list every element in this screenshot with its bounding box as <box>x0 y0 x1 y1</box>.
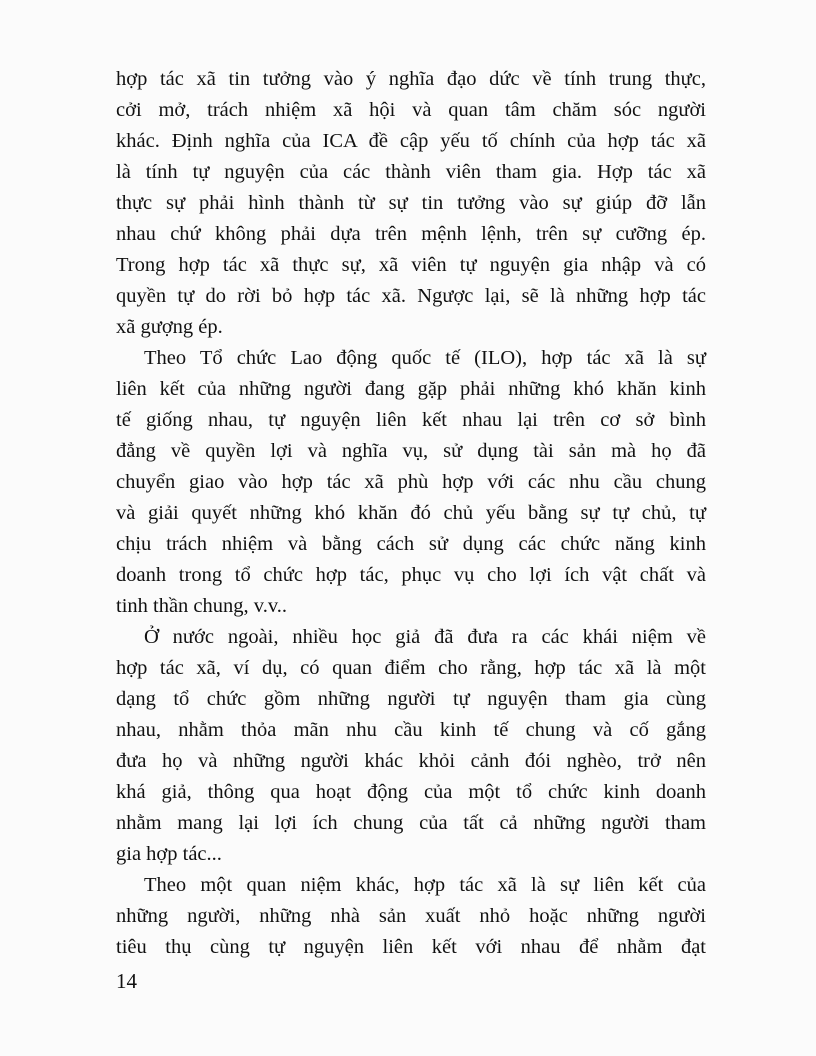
text-line: chịu trách nhiệm và bằng cách sử dụng các chức năng kinh <box>116 533 706 555</box>
text-line: gia hợp tác... <box>116 843 222 865</box>
text-line: liên kết của những người đang gặp phải những khó khăn kinh <box>116 378 706 400</box>
text-line: xã gượng ép. <box>116 316 223 338</box>
paragraph-3 <box>116 622 706 870</box>
text-line: chuyển giao vào hợp tác xã phù hợp với các nhu cầu chung <box>116 471 706 493</box>
text-line: doanh trong tổ chức hợp tác, phục vụ cho lợi ích vật chất và <box>116 564 706 586</box>
text-line: đẳng về quyền lợi và nghĩa vụ, sử dụng tài sản mà họ đã <box>116 440 706 462</box>
text-line: là tính tự nguyện của các thành viên tham gia. Hợp tác xã <box>116 161 706 183</box>
body-text <box>116 64 706 963</box>
paragraph-4 <box>116 870 706 963</box>
text-line: dạng tổ chức gồm những người tự nguyện tham gia cùng <box>116 688 706 710</box>
text-line: Ở nước ngoài, nhiều học giả đã đưa ra các khái niệm về <box>144 626 706 648</box>
text-line: quyền tự do rời bỏ hợp tác xã. Ngược lại, sẽ là những hợp tác <box>116 285 706 307</box>
text-line: nhằm mang lại lợi ích chung của tất cả những người tham <box>116 812 706 834</box>
text-line: Theo một quan niệm khác, hợp tác xã là sự liên kết của <box>144 874 706 896</box>
text-line: Theo Tổ chức Lao động quốc tế (ILO), hợp tác xã là sự <box>144 347 706 369</box>
text-line: thực sự phải hình thành từ sự tin tưởng vào sự giúp đỡ lẫn <box>116 192 706 214</box>
text-line: tiêu thụ cùng tự nguyện liên kết với nhau để nhằm đạt <box>116 936 706 958</box>
text-line: tế giống nhau, tự nguyện liên kết nhau lại trên cơ sở bình <box>116 409 706 431</box>
paragraph-2 <box>116 343 706 622</box>
text-line: những người, những nhà sản xuất nhỏ hoặc những người <box>116 905 706 927</box>
text-line: tinh thần chung, v.v.. <box>116 595 287 617</box>
text-line: nhau chứ không phải dựa trên mệnh lệnh, trên sự cưỡng ép. <box>116 223 706 245</box>
text-line: và giải quyết những khó khăn đó chủ yếu bằng sự tự chủ, tự <box>116 502 706 524</box>
text-line: khác. Định nghĩa của ICA đề cập yếu tố chính của hợp tác xã <box>116 130 706 152</box>
text-line: khá giả, thông qua hoạt động của một tổ chức kinh doanh <box>116 781 706 803</box>
text-line: cởi mở, trách nhiệm xã hội và quan tâm chăm sóc người <box>116 99 706 121</box>
paragraph-1 <box>116 64 706 343</box>
text-line: hợp tác xã, ví dụ, có quan điểm cho rằng, hợp tác xã là một <box>116 657 706 679</box>
text-line: hợp tác xã tin tưởng vào ý nghĩa đạo dức về tính trung thực, <box>116 68 706 90</box>
text-line: đưa họ và những người khác khỏi cảnh đói nghèo, trở nên <box>116 750 706 772</box>
page-number: 14 <box>116 969 137 993</box>
text-line: nhau, nhằm thỏa mãn nhu cầu kinh tế chung và cố gắng <box>116 719 706 741</box>
text-line: Trong hợp tác xã thực sự, xã viên tự nguyện gia nhập và có <box>116 254 706 276</box>
